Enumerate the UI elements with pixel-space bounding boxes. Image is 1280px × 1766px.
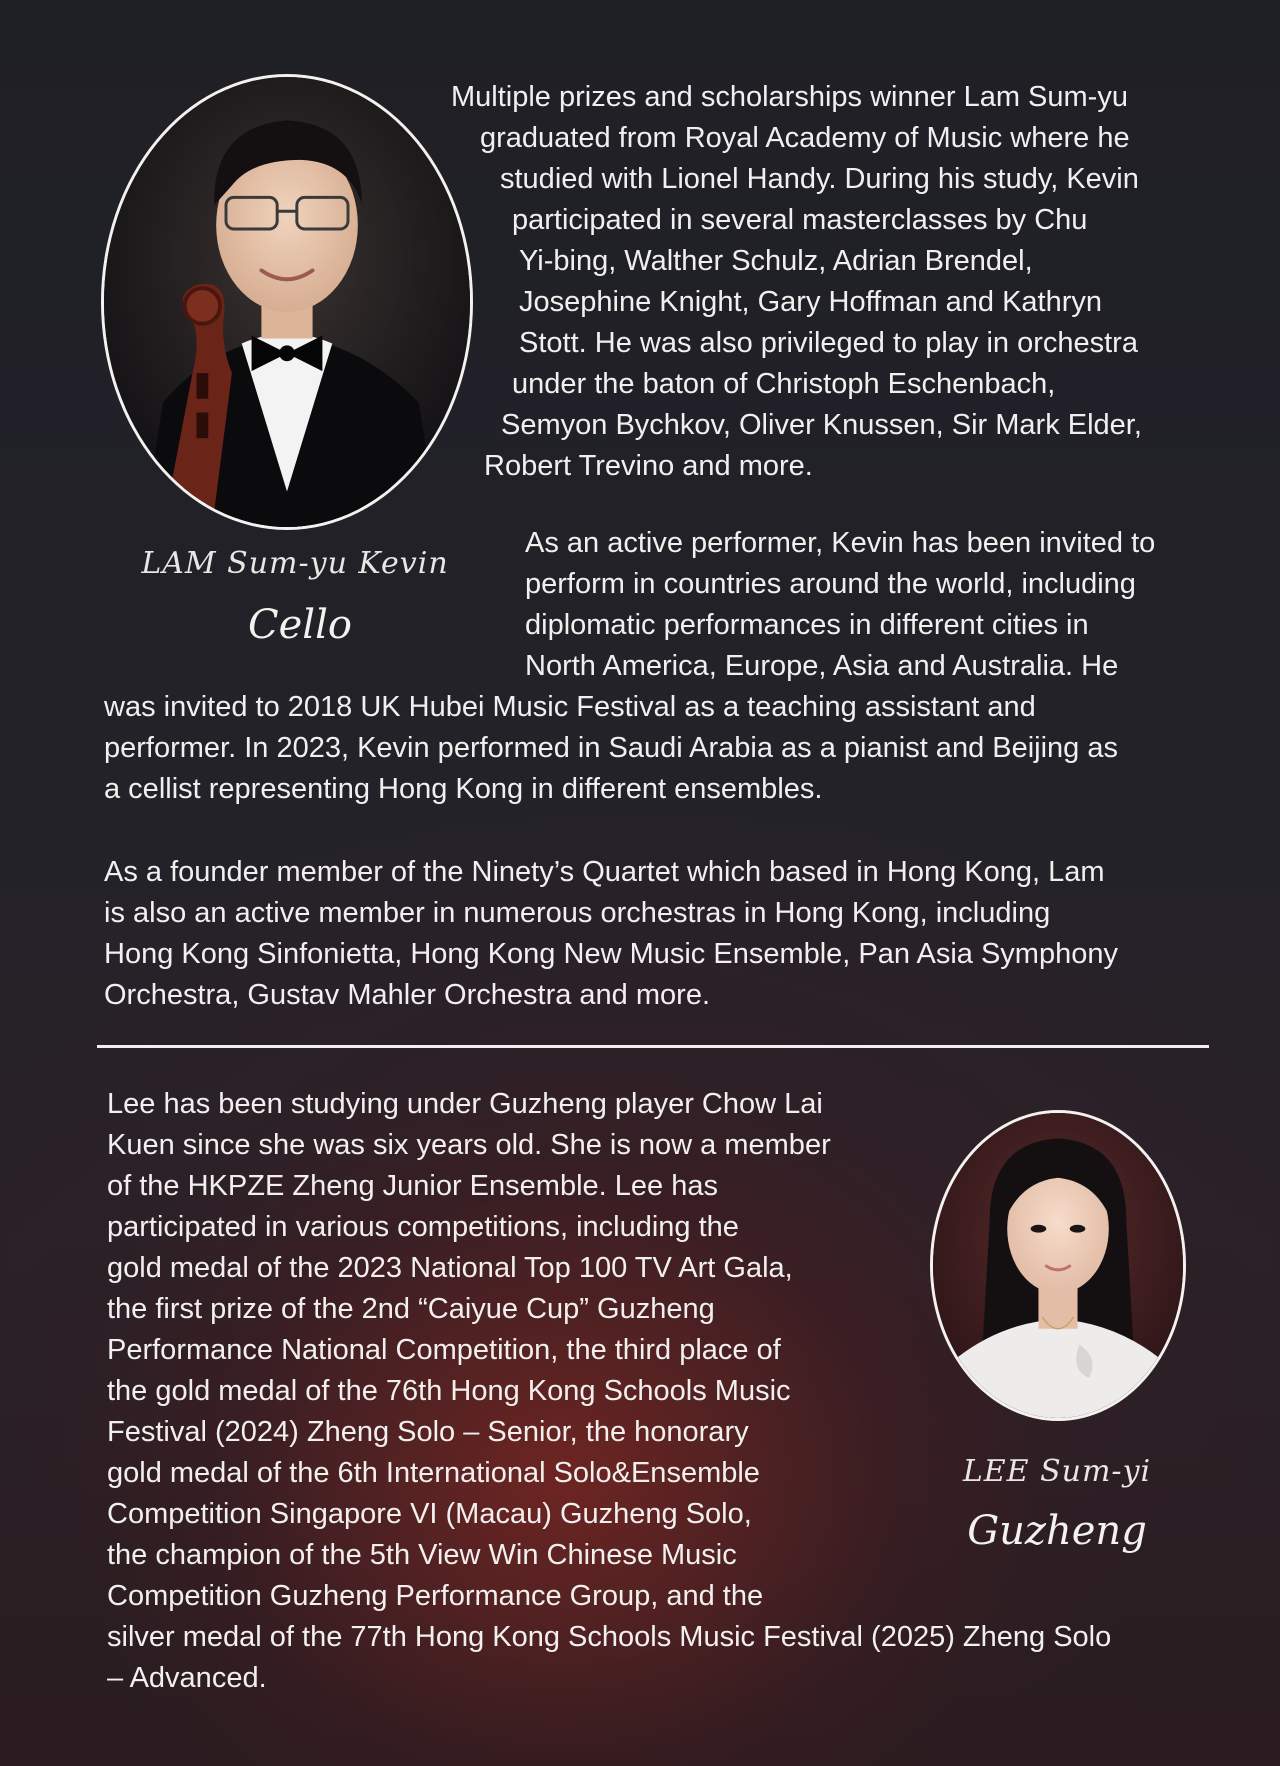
bio-lam-paragraph-1 [0, 77, 1142, 487]
bio-line: perform in countries around the world, including [525, 568, 1136, 600]
section-divider [97, 1045, 1209, 1048]
bio-line: Semyon Bychkov, Oliver Knussen, Sir Mark Elder, [501, 409, 1142, 441]
bio-line: Josephine Knight, Gary Hoffman and Kathryn [519, 286, 1103, 318]
bio-line: Lee has been studying under Guzheng player Chow Lai [107, 1088, 823, 1120]
bio-line: of the HKPZE Zheng Junior Ensemble. Lee has [107, 1170, 718, 1202]
bio-line: Yi-bing, Walther Schulz, Adrian Brendel, [519, 245, 1033, 277]
bio-line: was invited to 2018 UK Hubei Music Festival as a teaching assistant and [104, 691, 1036, 723]
bio-line: As an active performer, Kevin has been invited to [525, 527, 1156, 559]
bio-line: Robert Trevino and more. [484, 450, 813, 482]
bio-line: – Advanced. [107, 1662, 267, 1694]
bio-line: gold medal of the 2023 National Top 100 TV Art Gala, [107, 1252, 793, 1284]
bio-line: studied with Lionel Handy. During his study, Kevin [500, 163, 1139, 195]
bio-line: Competition Guzheng Performance Group, and the [107, 1580, 764, 1612]
performer-instrument-guzheng: Guzheng [967, 1508, 1147, 1554]
bio-lam-paragraph-2 [0, 523, 1155, 810]
bio-line: Orchestra, Gustav Mahler Orchestra and more. [104, 979, 710, 1011]
performer-name-lee: LEE Sum-yi [962, 1454, 1152, 1489]
bio-line: under the baton of Christoph Eschenbach, [512, 368, 1056, 400]
bio-line: participated in various competitions, including the [107, 1211, 739, 1243]
bio-line: Competition Singapore VI (Macau) Guzheng Solo, [107, 1498, 752, 1530]
bio-line: is also an active member in numerous orchestras in Hong Kong, including [104, 897, 1051, 929]
bio-line: Performance National Competition, the third place of [107, 1334, 781, 1366]
bio-line: Multiple prizes and scholarships winner Lam Sum-yu [451, 81, 1128, 113]
bio-line: Hong Kong Sinfonietta, Hong Kong New Music Ensemble, Pan Asia Symphony [104, 938, 1118, 970]
portrait-lee-sum-yi [930, 1110, 1186, 1421]
bio-line: Festival (2024) Zheng Solo – Senior, the honorary [107, 1416, 749, 1448]
guzheng-player-photo-icon [933, 1113, 1183, 1418]
bio-line: participated in several masterclasses by Chu [512, 204, 1088, 236]
bio-line: a cellist representing Hong Kong in different ensembles. [104, 773, 823, 805]
bio-line: graduated from Royal Academy of Music where he [480, 122, 1130, 154]
bio-line: diplomatic performances in different cities in [525, 609, 1089, 641]
bio-line: Kuen since she was six years old. She is now a member [107, 1129, 831, 1161]
bio-line: Stott. He was also privileged to play in orchestra [519, 327, 1138, 359]
bio-line: As a founder member of the Ninety’s Quartet which based in Hong Kong, Lam [104, 856, 1105, 888]
bio-lam-paragraph-3 [104, 852, 1118, 1016]
bio-line: North America, Europe, Asia and Australia. He [525, 650, 1119, 682]
performer-instrument-cello: Cello [248, 602, 352, 648]
bio-line: the champion of the 5th View Win Chinese Music [107, 1539, 737, 1571]
bio-line: gold medal of the 6th International Solo&Ensemble [107, 1457, 760, 1489]
performer-name-lam: LAM Sum-yu Kevin [141, 546, 449, 581]
bio-line: the gold medal of the 76th Hong Kong Schools Music [107, 1375, 791, 1407]
bio-line: silver medal of the 77th Hong Kong Schools Music Festival (2025) Zheng Solo [107, 1621, 1112, 1653]
bio-line: performer. In 2023, Kevin performed in Saudi Arabia as a pianist and Beijing as [104, 732, 1118, 764]
bio-line: the first prize of the 2nd “Caiyue Cup” Guzheng [107, 1293, 715, 1325]
